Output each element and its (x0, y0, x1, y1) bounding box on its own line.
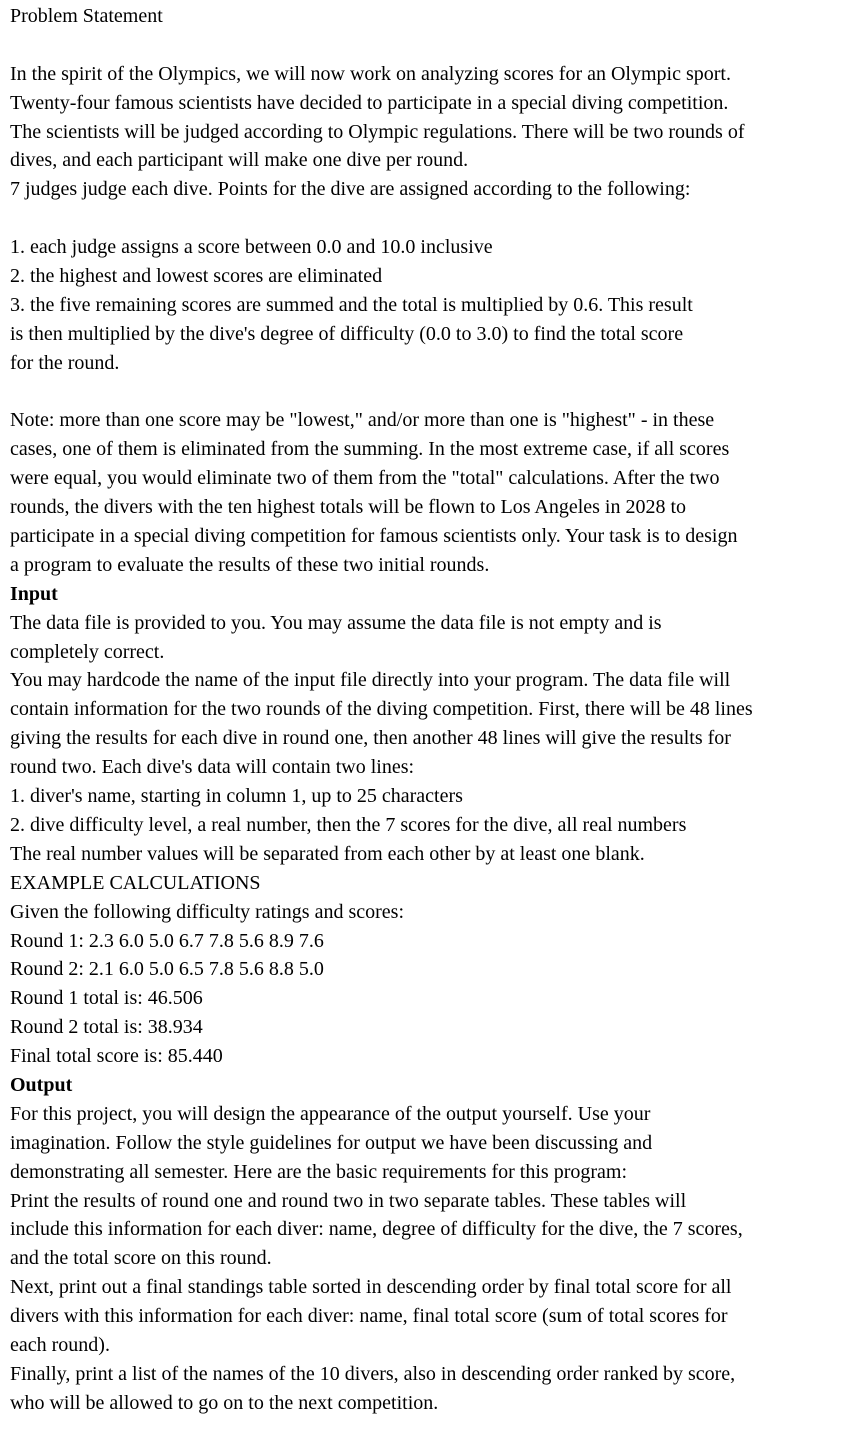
input-line: The data file is provided to you. You may assume the data file is not empty and is (10, 611, 662, 634)
spacer (10, 378, 846, 407)
note-line: a program to evaluate the results of these two initial rounds. (10, 553, 490, 576)
intro-line: dives, and each participant will make one dive per round. (10, 149, 469, 172)
rule-item: 1. each judge assigns a score between 0.0 and 10.0 inclusive (10, 236, 493, 259)
input-line: You may hardcode the name of the input file directly into your program. The data file will (10, 669, 731, 692)
input-line: giving the results for each dive in round one, then another 48 lines will give the results for (10, 727, 731, 750)
input-line: The real number values will be separated from each other by at least one blank. (10, 842, 645, 865)
output-line: who will be allowed to go on to the next competition. (10, 1391, 439, 1414)
spacer (10, 31, 846, 60)
intro-line: In the spirit of the Olympics, we will now work on analyzing scores for an Olympic sport. (10, 62, 731, 85)
output-line: include this information for each diver: name, degree of difficulty for the dive, the 7 scores, (10, 1218, 743, 1241)
rule-item: for the round. (10, 351, 120, 374)
output-line: Finally, print a list of the names of the 10 divers, also in descending order ranked by score, (10, 1362, 736, 1385)
spacer (10, 204, 846, 233)
rule-item: 2. the highest and lowest scores are eliminated (10, 265, 383, 288)
output-line: demonstrating all semester. Here are the basic requirements for this program: (10, 1160, 628, 1183)
intro-line: 7 judges judge each dive. Points for the dive are assigned according to the following: (10, 178, 691, 201)
note-line: Note: more than one score may be "lowest," and/or more than one is "highest" - in these (10, 409, 715, 432)
input-section (10, 609, 846, 1071)
output-line: imagination. Follow the style guidelines for output we have been discussing and (10, 1131, 653, 1154)
note-line: participate in a special diving competition for famous scientists only. Your task is to design (10, 525, 738, 548)
example-round-1: Round 1: 2.3 6.0 5.0 6.7 7.8 5.6 8.9 7.6 (10, 929, 324, 952)
input-line: contain information for the two rounds of the diving competition. First, there will be 48 lines (10, 698, 753, 721)
output-line: Print the results of round one and round two in two separate tables. These tables will (10, 1189, 687, 1212)
input-heading: Input (10, 582, 58, 605)
document-body (10, 2, 846, 1418)
intro-paragraph (10, 60, 846, 204)
page-title: Problem Statement (10, 5, 163, 27)
rule-item: is then multiplied by the dive's degree of difficulty (0.0 to 3.0) to find the total score (10, 322, 684, 345)
output-heading: Output (10, 1073, 73, 1096)
example-heading: EXAMPLE CALCULATIONS (10, 871, 261, 894)
rule-item: 3. the five remaining scores are summed and the total is multiplied by 0.6. This result (10, 293, 693, 316)
example-final-total: Final total score is: 85.440 (10, 1045, 223, 1068)
example-round-1-total: Round 1 total is: 46.506 (10, 987, 203, 1010)
output-line: and the total score on this round. (10, 1247, 272, 1270)
note-line: were equal, you would eliminate two of them from the "total" calculations. After the two (10, 467, 720, 490)
input-line: 2. dive difficulty level, a real number, then the 7 scores for the dive, all real numbers (10, 813, 687, 836)
output-line: Next, print out a final standings table sorted in descending order by final total score for all (10, 1276, 732, 1299)
rules-list (10, 233, 846, 377)
intro-line: Twenty-four famous scientists have decided to participate in a special diving competition. (10, 91, 729, 114)
note-paragraph (10, 406, 846, 579)
input-line: Given the following difficulty ratings and scores: (10, 900, 404, 923)
example-round-2-total: Round 2 total is: 38.934 (10, 1016, 203, 1039)
input-line: round two. Each dive's data will contain two lines: (10, 756, 415, 779)
output-line: For this project, you will design the appearance of the output yourself. Use your (10, 1102, 651, 1125)
note-line: rounds, the divers with the ten highest totals will be flown to Los Angeles in 2028 to (10, 496, 687, 519)
output-line: divers with this information for each diver: name, final total score (sum of total scores for (10, 1305, 728, 1328)
example-round-2: Round 2: 2.1 6.0 5.0 6.5 7.8 5.6 8.8 5.0 (10, 958, 324, 981)
note-line: cases, one of them is eliminated from the summing. In the most extreme case, if all scores (10, 438, 730, 461)
output-section (10, 1100, 846, 1418)
input-line: completely correct. (10, 640, 165, 663)
input-line: 1. diver's name, starting in column 1, up to 25 characters (10, 785, 463, 808)
intro-line: The scientists will be judged according to Olympic regulations. There will be two rounds of (10, 120, 745, 143)
output-line: each round). (10, 1333, 110, 1356)
